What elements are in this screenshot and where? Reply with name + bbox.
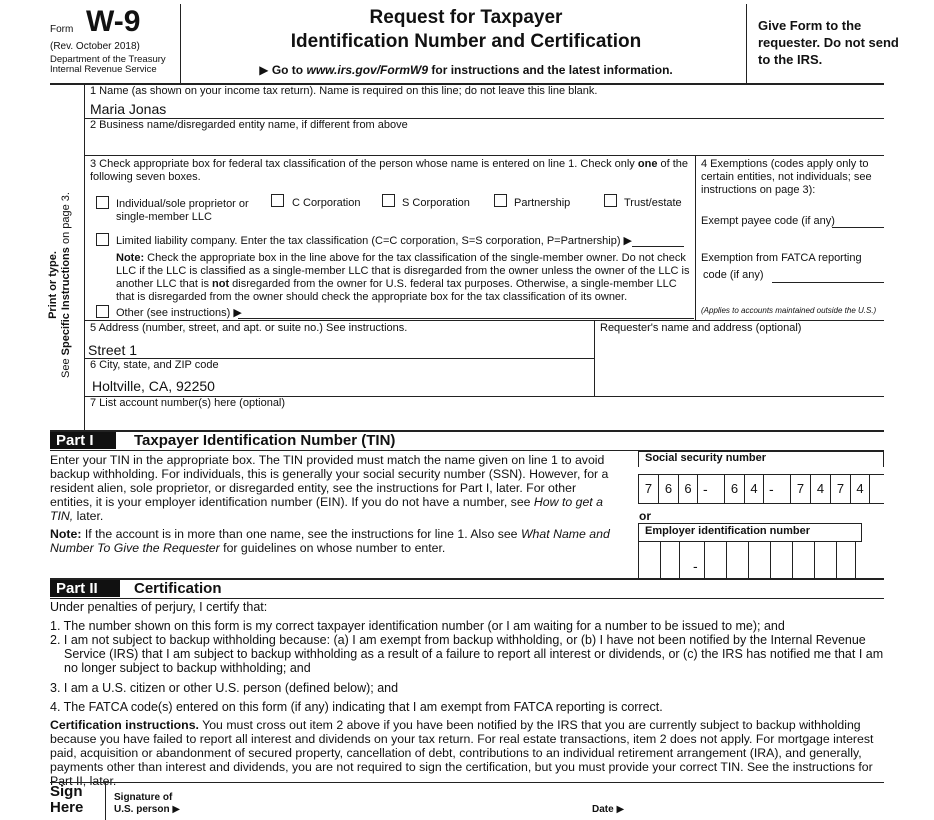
exempt-payee-input[interactable] bbox=[832, 227, 884, 228]
line5-label: 5 Address (number, street, and apt. or suite no.) See instructions. bbox=[90, 322, 408, 334]
form-title-line1: Request for Taxpayer bbox=[369, 7, 563, 28]
part2-title: Certification bbox=[134, 580, 222, 597]
signature-label-1: Signature of bbox=[114, 792, 173, 803]
date-label: Date ▶ bbox=[592, 804, 625, 815]
ssn-field[interactable] bbox=[638, 474, 884, 504]
other-checkbox[interactable] bbox=[96, 305, 109, 318]
sidebar-vertical-text bbox=[47, 175, 73, 395]
s-corporation-label: S Corporation bbox=[402, 197, 470, 209]
ssn-digit[interactable]: 6 bbox=[724, 475, 744, 503]
rule bbox=[84, 155, 884, 156]
line1-label: 1 Name (as shown on your income tax return). Name is required on this line; do not leave this line blank. bbox=[90, 85, 598, 97]
line6-label: 6 City, state, and ZIP code bbox=[90, 359, 219, 371]
certification-instructions: Certification instructions. You must cross out item 2 above if you have been notified by the IRS that you are currently subject to backup withholding because you have failed to report all interest and dividends on your tax return. For real estate transactions, item 2 does not apply. For mortgage interest paid, acquisition or abandonment of secured property, cancellation of debt, contributions to an individual retirement arrangement (IRA), and generally, payments other than interest and dividends, you are not required to sign the certification, but you must provide your correct TIN. See the instructions for Part II, later. bbox=[50, 718, 874, 788]
llc-note: Note: Check the appropriate box in the line above for the tax classification of the single-member owner. Do not check LLC if the LLC is classified as a single-member LLC that is disregarded from the owner unless the owner of the LLC is another LLC that is not disregarded from the owner for U.S. federal tax purposes. Otherwise, a single-member LLC that is disregarded from the owner should check the appropriate box for the tax classification of its owner. bbox=[116, 252, 690, 303]
requester-label: Requester's name and address (optional) bbox=[600, 322, 802, 334]
see-instructions: See Specific Instructions on page 3. bbox=[60, 192, 72, 378]
fatca-label: Exemption from FATCA reporting bbox=[701, 252, 862, 264]
fatca-applies-note: (Applies to accounts maintained outside the U.S.) bbox=[701, 306, 877, 315]
certification-item-2b: Service (IRS) that I am subject to backup withholding as a result of a failure to report all interest or dividends, or (c) the IRS has notified me that I am bbox=[64, 647, 884, 661]
ein-digit[interactable] bbox=[726, 542, 746, 580]
address-field[interactable]: Street 1 bbox=[88, 342, 138, 358]
other-label: Other (see instructions) ▶ bbox=[116, 307, 242, 319]
part1-tag: Part I bbox=[50, 432, 116, 449]
llc-checkbox[interactable] bbox=[96, 233, 109, 246]
header-divider-right bbox=[746, 4, 747, 84]
ein-dash: - bbox=[693, 558, 698, 574]
ein-label: Employer identification number bbox=[645, 525, 811, 537]
ein-digit[interactable] bbox=[792, 542, 812, 580]
ein-digit[interactable] bbox=[638, 542, 658, 580]
form-title-line2: Identification Number and Certification bbox=[290, 31, 642, 52]
rule bbox=[695, 155, 696, 320]
certification-item-4: 4. The FATCA code(s) entered on this form (if any) indicating that I am exempt from FATCA reporting is correct. bbox=[50, 700, 663, 714]
ssn-digit[interactable]: 4 bbox=[850, 475, 870, 503]
part1-instructions: Enter your TIN in the appropriate box. The TIN provided must match the name given on line 1 to avoid backup withholding. For individuals, this is generally your social security number (SSN). However, for a resident alien, sole proprietor, or disregarded entity, see the instructions for Part I, later. For other entities, it is your employer identification number (EIN). If you do not have a number, see How to get a TIN, later. bbox=[50, 453, 609, 523]
line4-label: 4 Exemptions (codes apply only to certain entities, not individuals; see instructions on page 3): bbox=[701, 158, 872, 196]
trust-estate-label: Trust/estate bbox=[624, 197, 682, 209]
city-state-zip-field[interactable]: Holtville, CA, 92250 bbox=[92, 378, 215, 394]
irs-url-link[interactable]: www.irs.gov/FormW9 bbox=[306, 63, 429, 77]
certification-intro: Under penalties of perjury, I certify that: bbox=[50, 600, 268, 614]
department-label: Department of the Treasury bbox=[50, 54, 166, 65]
rule bbox=[594, 320, 595, 396]
sign-label: Sign bbox=[50, 783, 83, 800]
signature-label-2: U.S. person ▶ bbox=[114, 804, 181, 815]
ein-digit[interactable] bbox=[836, 542, 856, 580]
form-number: W-9 bbox=[86, 5, 141, 38]
ssn-dash: - bbox=[703, 481, 708, 497]
name-field[interactable]: Maria Jonas bbox=[90, 101, 167, 117]
ssn-digit[interactable]: 6 bbox=[658, 475, 678, 503]
rule bbox=[50, 598, 884, 599]
individual-label: Individual/sole proprietor or single-member LLC bbox=[116, 198, 249, 223]
exempt-payee-label: Exempt payee code (if any) bbox=[701, 215, 835, 227]
goto-prefix: ▶ Go to bbox=[259, 63, 307, 77]
trust-estate-checkbox[interactable] bbox=[604, 194, 617, 207]
ssn-digit[interactable]: 4 bbox=[744, 475, 764, 503]
part2-tag: Part II bbox=[50, 580, 120, 597]
rule bbox=[84, 320, 884, 321]
ein-digit[interactable] bbox=[660, 542, 680, 580]
certification-item-2a: 2. I am not subject to backup withholding because: (a) I am exempt from backup withholding, or (b) I have not been notified by the Internal Revenue bbox=[50, 633, 866, 647]
line2-label: 2 Business name/disregarded entity name, if different from above bbox=[90, 119, 408, 131]
form-label: Form bbox=[50, 24, 74, 35]
line3-label: 3 Check appropriate box for federal tax classification of the person whose name is entered on line 1. Check only one of the following seven boxes. bbox=[90, 158, 689, 183]
ein-digit[interactable] bbox=[704, 542, 724, 580]
ssn-digit[interactable]: 7 bbox=[790, 475, 810, 503]
ssn-digit[interactable]: 7 bbox=[638, 475, 658, 503]
s-corporation-checkbox[interactable] bbox=[382, 194, 395, 207]
individual-checkbox[interactable] bbox=[96, 196, 109, 209]
revision-date: (Rev. October 2018) bbox=[50, 41, 140, 52]
part1-title: Taxpayer Identification Number (TIN) bbox=[134, 432, 396, 449]
line7-label: 7 List account number(s) here (optional) bbox=[90, 397, 286, 409]
ssn-dash: - bbox=[769, 481, 774, 497]
part1-note: Note: If the account is in more than one name, see the instructions for line 1. Also see What Name and Number To Give the Requester for guidelines on whose number to enter. bbox=[50, 527, 610, 555]
goto-suffix: for instructions and the latest information. bbox=[428, 63, 673, 77]
llc-label: Limited liability company. Enter the tax classification (C=C corporation, S=S corporation, P=Partnership) ▶ bbox=[116, 235, 633, 247]
date-field[interactable] bbox=[632, 794, 882, 818]
ein-field[interactable] bbox=[638, 541, 862, 580]
partnership-label: Partnership bbox=[514, 197, 571, 209]
ein-digit[interactable] bbox=[770, 542, 790, 580]
partnership-checkbox[interactable] bbox=[494, 194, 507, 207]
ssn-label: Social security number bbox=[645, 452, 767, 464]
c-corporation-checkbox[interactable] bbox=[271, 194, 284, 207]
ein-digit[interactable] bbox=[748, 542, 768, 580]
certification-item-3: 3. I am a U.S. citizen or other U.S. person (defined below); and bbox=[50, 681, 399, 695]
certification-item-1: 1. The number shown on this form is my correct taxpayer identification number (or I am waiting for a number to be issued to me); and bbox=[50, 619, 785, 633]
give-form-notice: Give Form to the requester. Do not send to the IRS. bbox=[758, 18, 899, 67]
signature-field[interactable] bbox=[192, 794, 582, 818]
or-label: or bbox=[639, 509, 651, 523]
ssn-digit[interactable]: 6 bbox=[678, 475, 698, 503]
other-input[interactable] bbox=[238, 318, 694, 319]
fatca-code-label: code (if any) bbox=[703, 269, 764, 281]
c-corporation-label: C Corporation bbox=[292, 197, 361, 209]
fatca-code-input[interactable] bbox=[772, 282, 884, 283]
sidebar-divider bbox=[84, 84, 85, 430]
instructions-link-line bbox=[180, 63, 752, 77]
irs-label: Internal Revenue Service bbox=[50, 64, 157, 75]
certification-item-2c: no longer subject to backup withholding; and bbox=[64, 661, 311, 675]
print-or-type: Print or type. bbox=[47, 251, 59, 319]
here-label: Here bbox=[50, 799, 84, 816]
rule bbox=[50, 782, 884, 783]
llc-classification-input[interactable] bbox=[632, 246, 684, 247]
rule bbox=[105, 783, 106, 820]
ein-digit[interactable] bbox=[814, 542, 834, 580]
ssn-digit[interactable]: 4 bbox=[810, 475, 830, 503]
ssn-digit[interactable]: 7 bbox=[830, 475, 850, 503]
